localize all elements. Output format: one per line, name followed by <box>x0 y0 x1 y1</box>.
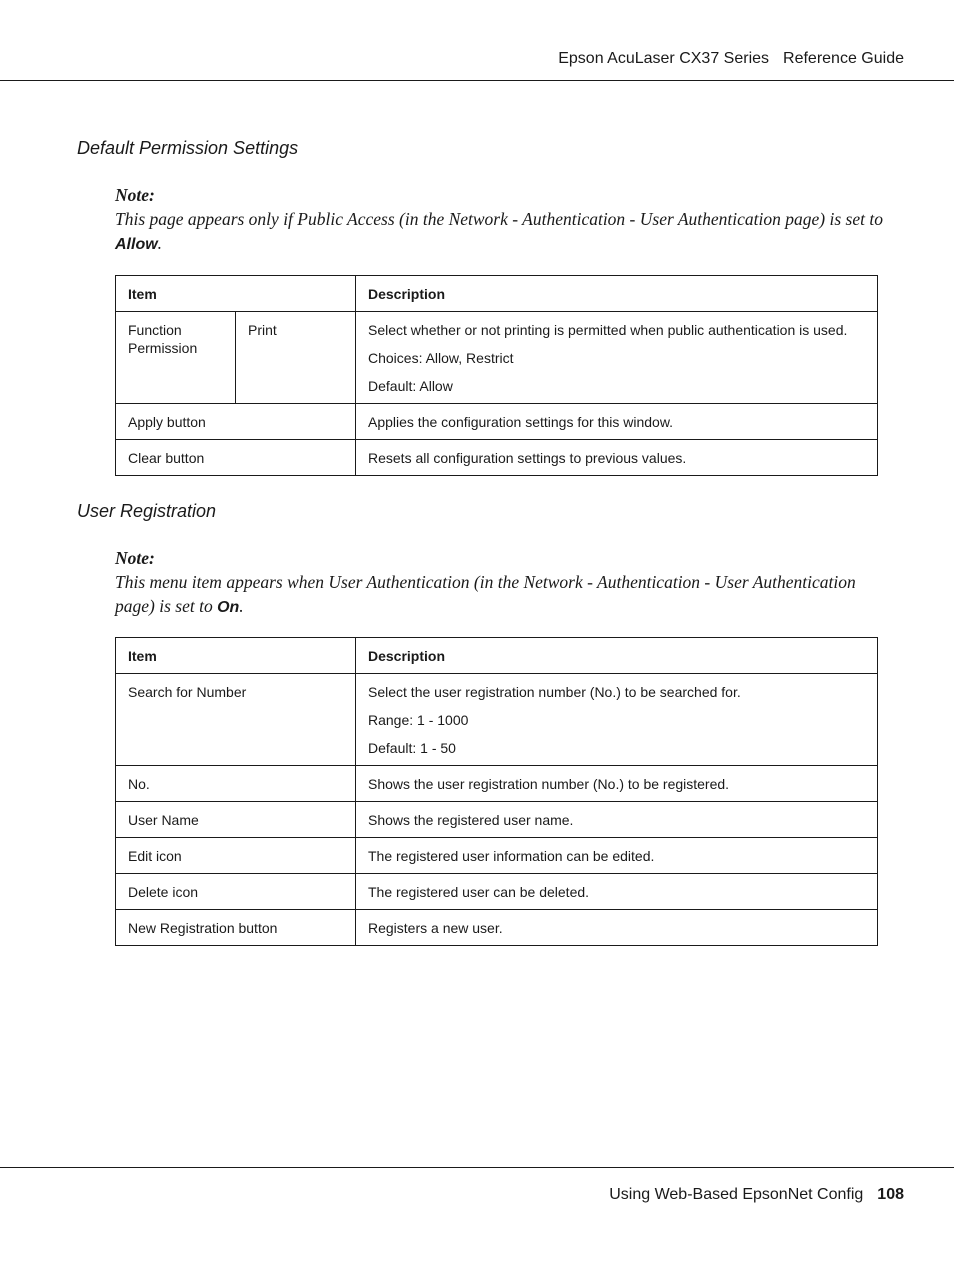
desc-line: Choices: Allow, Restrict <box>368 350 514 366</box>
table-row <box>116 874 878 910</box>
header-doc-title: Reference Guide <box>783 50 904 67</box>
section-title-default-permission: Default Permission Settings <box>77 138 299 158</box>
cell-description: The registered user information can be edited. <box>356 838 878 874</box>
table-row <box>116 440 878 476</box>
note-end: . <box>157 233 163 253</box>
cell-description: Shows the user registration number (No.) to be registered. <box>356 766 878 802</box>
page-number: 108 <box>877 1186 904 1203</box>
cell-item: Search for Number <box>116 674 356 766</box>
cell-description: Resets all configuration settings to previous values. <box>356 440 878 476</box>
cell-item: User Name <box>116 802 356 838</box>
cell-description: The registered user can be deleted. <box>356 874 878 910</box>
cell-item: New Registration button <box>116 910 356 946</box>
cell-item: Clear button <box>116 440 356 476</box>
cell-description <box>356 674 878 766</box>
cell-item: Function Permission <box>116 312 236 404</box>
note-text: This menu item appears when User Authentication (in the Network - Authentication - User Authentication page) is set to <box>115 572 856 616</box>
cell-description: Shows the registered user name. <box>356 802 878 838</box>
desc-line: Select the user registration number (No.) to be searched for. <box>368 684 741 700</box>
table-row <box>116 312 878 404</box>
note-default-permission <box>115 183 885 257</box>
note-label: Note: <box>115 185 155 205</box>
cell-item: Apply button <box>116 404 356 440</box>
table-row <box>116 910 878 946</box>
cell-description <box>356 312 878 404</box>
note-emphasis: Allow <box>115 236 158 253</box>
header-rule <box>0 80 954 81</box>
table-row <box>116 802 878 838</box>
header-description: Description <box>356 638 878 674</box>
note-text: This page appears only if Public Access (in the Network - Authentication - User Authentication page) is set to <box>115 209 883 229</box>
header-item: Item <box>116 638 356 674</box>
header-product: Epson AcuLaser CX37 Series <box>558 50 770 67</box>
cell-description: Applies the configuration settings for this window. <box>356 404 878 440</box>
page-header <box>544 50 904 68</box>
table-header-row <box>116 276 878 312</box>
cell-item: Edit icon <box>116 838 356 874</box>
cell-description: Registers a new user. <box>356 910 878 946</box>
page-footer <box>609 1186 904 1204</box>
table-row <box>116 838 878 874</box>
desc-line: Default: 1 - 50 <box>368 740 456 756</box>
cell-item: Delete icon <box>116 874 356 910</box>
footer-rule <box>0 1167 954 1168</box>
note-user-registration <box>115 546 885 620</box>
table-header-row <box>116 638 878 674</box>
desc-line: Default: Allow <box>368 378 453 394</box>
table-row <box>116 404 878 440</box>
cell-item: No. <box>116 766 356 802</box>
note-label: Note: <box>115 548 155 568</box>
desc-line: Range: 1 - 1000 <box>368 712 469 728</box>
default-permission-table <box>115 275 878 476</box>
table-row <box>116 674 878 766</box>
header-description: Description <box>356 276 878 312</box>
note-end: . <box>239 596 244 616</box>
footer-chapter: Using Web-Based EpsonNet Config <box>609 1186 864 1203</box>
table-row <box>116 766 878 802</box>
desc-line: Select whether or not printing is permitted when public authentication is used. <box>368 322 848 338</box>
user-registration-table <box>115 637 878 946</box>
section-title-user-registration: User Registration <box>77 501 217 521</box>
cell-subitem: Print <box>236 312 356 404</box>
header-item: Item <box>116 276 356 312</box>
note-emphasis: On <box>217 599 240 616</box>
